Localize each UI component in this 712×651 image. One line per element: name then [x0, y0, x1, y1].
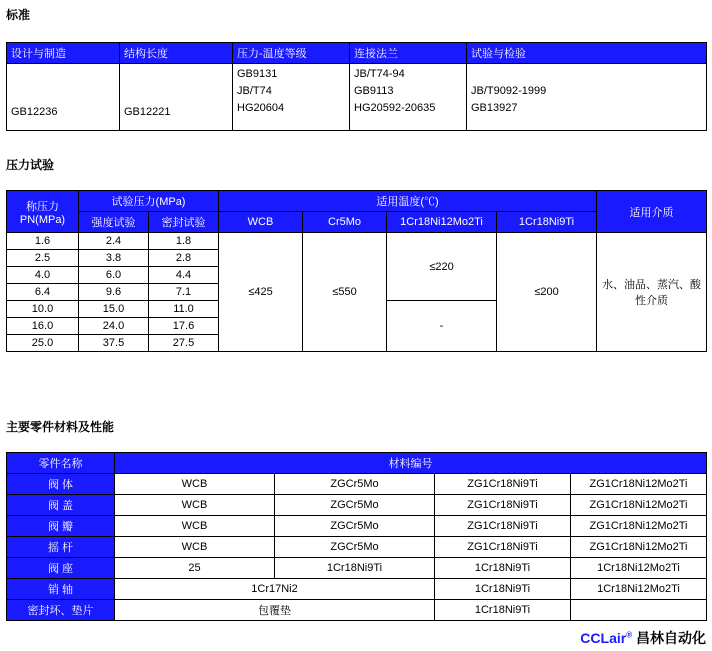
table2-strength-2: 6.0	[79, 267, 149, 284]
table1-cell-flange-line-0: JB/T74-94	[354, 68, 405, 80]
table3-header-part: 零件名称	[7, 453, 115, 474]
table2-header-nominal-line-0: 称压力	[26, 200, 59, 213]
table1-cell-pressure-temp-line-1: JB/T74	[237, 85, 272, 97]
table3-r3-c0: WCB	[115, 537, 275, 558]
table3-r4-c2: 1Cr18Ni9Ti	[435, 558, 571, 579]
table3-part-3: 摇 杆	[7, 537, 115, 558]
table-header-row	[7, 453, 707, 474]
table-row	[7, 233, 707, 250]
table2-temp-wcb: ≤425	[219, 233, 303, 352]
table3-r3-c3: ZG1Cr18Ni12Mo2Ti	[571, 537, 707, 558]
table1-cell-test-line-1: GB13927	[471, 102, 518, 114]
table3-r0-c3: ZG1Cr18Ni12Mo2Ti	[571, 474, 707, 495]
pressure-test-table	[6, 190, 707, 352]
table2-seal-1: 2.8	[149, 250, 219, 267]
materials-table	[6, 452, 707, 621]
table3-r6-c1: 1Cr18Ni9Ti	[435, 600, 571, 621]
table2-header-temp-mo2ti: 1Cr18Ni12Mo2Ti	[387, 212, 497, 233]
table2-strength-6: 37.5	[79, 335, 149, 352]
table-header-row	[7, 191, 707, 212]
table2-header-temperature: 适用温度(℃)	[219, 191, 597, 212]
table2-strength-4: 15.0	[79, 301, 149, 318]
table2-seal-5: 17.6	[149, 318, 219, 335]
table-row	[7, 516, 707, 537]
pressure-test-section-title: 压力试验	[6, 158, 55, 172]
brand-logo-cn: 昌林自动化	[636, 630, 706, 646]
table3-r4-c0: 25	[115, 558, 275, 579]
table3-r3-c1: ZGCr5Mo	[275, 537, 435, 558]
table3-r4-c3: 1Cr18Ni12Mo2Ti	[571, 558, 707, 579]
table3-r0-c0: WCB	[115, 474, 275, 495]
table2-pn-5: 16.0	[7, 318, 79, 335]
table2-header-nominal-line-1: PN(MPa)	[19, 213, 66, 226]
table1-cell-flange-line-2: HG20592-20635	[354, 102, 436, 114]
table3-r1-c2: ZG1Cr18Ni9Ti	[435, 495, 571, 516]
table1-header-cell-2: 压力-温度等级	[233, 43, 350, 64]
table1-header-cell-1: 结构长度	[120, 43, 233, 64]
table2-temp-mo2ti-upper: ≤220	[387, 233, 497, 301]
table3-part-0: 阀 体	[7, 474, 115, 495]
table2-medium: 水、油品、蒸汽、酸性介质	[597, 233, 707, 352]
table2-pn-2: 4.0	[7, 267, 79, 284]
table3-part-1: 阀 盖	[7, 495, 115, 516]
table3-r5-c1: 1Cr18Ni9Ti	[435, 579, 571, 600]
table2-header-nominal	[7, 191, 79, 233]
table3-header-material: 材料编号	[115, 453, 707, 474]
table3-r5-c2: 1Cr18Ni12Mo2Ti	[571, 579, 707, 600]
table3-r3-c2: ZG1Cr18Ni9Ti	[435, 537, 571, 558]
table2-strength-5: 24.0	[79, 318, 149, 335]
standard-table	[6, 42, 707, 131]
table3-r1-c1: ZGCr5Mo	[275, 495, 435, 516]
materials-section-title: 主要零件材料及性能	[6, 420, 115, 434]
registered-mark-icon: ®	[626, 630, 633, 640]
table3-part-2: 阀 瓣	[7, 516, 115, 537]
table3-r6-c2	[571, 600, 707, 621]
brand-logo	[580, 628, 706, 648]
table2-pn-4: 10.0	[7, 301, 79, 318]
table3-part-6: 密封坏、垫片	[7, 600, 115, 621]
table1-cell-test-inspection	[467, 64, 707, 131]
table2-strength-1: 3.8	[79, 250, 149, 267]
table3-r0-c1: ZGCr5Mo	[275, 474, 435, 495]
table1-cell-design	[7, 64, 120, 131]
table-row	[7, 474, 707, 495]
table1-cell-flange-line-1: GB9113	[354, 85, 394, 97]
table-row	[7, 495, 707, 516]
table1-cell-test-line-0: JB/T9092-1999	[471, 85, 547, 97]
table-row	[7, 579, 707, 600]
table2-temp-ni9ti: ≤200	[497, 233, 597, 352]
table2-seal-6: 27.5	[149, 335, 219, 352]
table2-pn-1: 2.5	[7, 250, 79, 267]
table1-cell-pressure-temp	[233, 64, 350, 131]
table1-header-cell-4: 试验与检验	[467, 43, 707, 64]
table3-r0-c2: ZG1Cr18Ni9Ti	[435, 474, 571, 495]
table2-header-medium: 适用介质	[597, 191, 707, 233]
table2-header-temp-ni9ti: 1Cr18Ni9Ti	[497, 212, 597, 233]
table2-strength-3: 9.6	[79, 284, 149, 301]
table2-temp-mo2ti-lower: -	[387, 301, 497, 352]
table3-r2-c1: ZGCr5Mo	[275, 516, 435, 537]
table2-header-test-pressure: 试验压力(MPa)	[79, 191, 219, 212]
brand-logo-en: CCLair	[580, 630, 627, 646]
table3-r6-c0: 包覆垫	[115, 600, 435, 621]
table3-r2-c2: ZG1Cr18Ni9Ti	[435, 516, 571, 537]
table3-part-4: 阀 座	[7, 558, 115, 579]
table1-cell-length	[120, 64, 233, 131]
table2-pn-3: 6.4	[7, 284, 79, 301]
table-row	[7, 558, 707, 579]
table2-seal-0: 1.8	[149, 233, 219, 250]
table2-temp-cr5mo: ≤550	[303, 233, 387, 352]
table1-header-cell-0: 设计与制造	[7, 43, 120, 64]
table1-cell-flange	[350, 64, 467, 131]
table1-cell-design-line-0: GB12236	[11, 106, 58, 118]
table2-header-seal: 密封试验	[149, 212, 219, 233]
table-row	[7, 600, 707, 621]
table3-part-5: 销 轴	[7, 579, 115, 600]
table2-seal-3: 7.1	[149, 284, 219, 301]
table3-r5-c0: 1Cr17Ni2	[115, 579, 435, 600]
table-row	[7, 537, 707, 558]
table1-cell-length-line-0: GB12221	[124, 106, 171, 118]
table2-pn-0: 1.6	[7, 233, 79, 250]
table2-header-strength: 强度试验	[79, 212, 149, 233]
table3-r4-c1: 1Cr18Ni9Ti	[275, 558, 435, 579]
table-header-row	[7, 43, 707, 64]
table2-seal-2: 4.4	[149, 267, 219, 284]
table2-header-temp-wcb: WCB	[219, 212, 303, 233]
table1-cell-pressure-temp-line-0: GB9131	[237, 68, 278, 80]
table2-pn-6: 25.0	[7, 335, 79, 352]
table3-r1-c0: WCB	[115, 495, 275, 516]
table-row	[7, 64, 707, 131]
table2-header-temp-cr5mo: Cr5Mo	[303, 212, 387, 233]
table2-seal-4: 11.0	[149, 301, 219, 318]
table3-r2-c0: WCB	[115, 516, 275, 537]
table3-r1-c3: ZG1Cr18Ni12Mo2Ti	[571, 495, 707, 516]
table1-header-cell-3: 连接法兰	[350, 43, 467, 64]
table1-cell-pressure-temp-line-2: HG20604	[237, 102, 285, 114]
table3-r2-c3: ZG1Cr18Ni12Mo2Ti	[571, 516, 707, 537]
table2-strength-0: 2.4	[79, 233, 149, 250]
standard-section-title: 标准	[6, 8, 31, 22]
